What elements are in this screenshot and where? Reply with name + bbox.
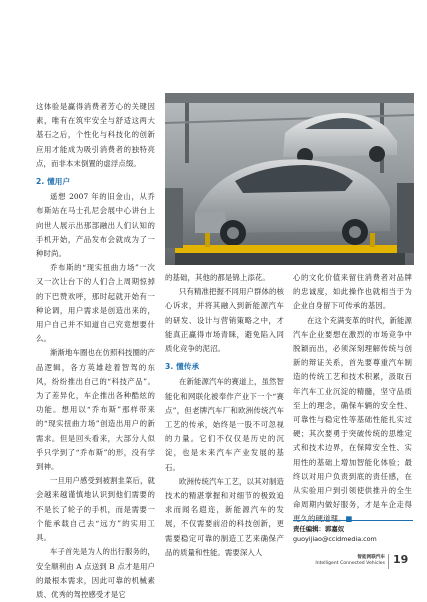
end-mark-icon: ■ <box>345 514 353 524</box>
text-column-3 <box>293 271 412 527</box>
paragraph: 心的文化价值来留住消费者对品牌的忠诚度，如此操作也就相当于为企业自身留下可传承的基因。 <box>293 273 412 311</box>
magazine-name <box>315 555 385 568</box>
paragraph: 只有精准把握不同用户群体的核心诉求，并将其融入到新能源汽车的研发、设计与营销策略之中，才能真正赢得市场青睐，避免陷入同质化竞争的泥沼。 <box>165 287 284 354</box>
car-factory-photo <box>165 93 414 265</box>
magazine-name-en: Intelligent Connected Vehicles <box>315 561 385 567</box>
text-column-1 <box>36 100 155 602</box>
paragraph: 一旦用户感受到被割韭菜后，就会越来越谨慎地认识到他们需要的不是长了轮子的手机，而是需要一个能承载自己去“远方”的实用工具。 <box>36 476 155 543</box>
paragraph: 欧洲传统汽车工艺，以其对制造技术的精湛掌握和对细节的极致追求而闻名遐迩，新能源汽车的发展，不仅需要前沿的科技创新，更需要稳定可靠的制造工艺来确保产品的质量和性能。需要深入人 <box>165 476 284 557</box>
paragraph: 在新能源汽车的赛道上，虽然智能化和网联化被奉作产业下一个“赛点”，但老牌汽车厂和欧洲传统汽车工艺的传承，始终是一股不可忽视的力量。它们不仅仅是历史的沉淀，也是未来汽车产业发展的基石。 <box>165 377 284 472</box>
editor-email[interactable]: guoyijiao@ccidmedia.com <box>293 535 377 543</box>
paragraph: 的基础，其他的都是锦上添花。 <box>165 273 270 282</box>
page-footer <box>0 553 427 579</box>
section-heading-understand-users: 2. 懂用户 <box>36 177 71 187</box>
editor-label: 责任编辑：郭嘉奴 <box>293 525 345 533</box>
paragraph: 这体验是赢得消费者芳心的关键因素，唯有在筑牢安全与舒适这两大基石之后，个性化与科技化的创新应用才能成为吸引消费者的独特亮点，而非本末倒置的虚浮点缀。 <box>36 102 155 168</box>
paragraph-text: 在这个充满变革的时代，新能源汽车企业要想在激烈的市场竞争中脱颖而出，必须深刻理解传统与创新的辩证关系，首先要尊重汽车制造的传统工艺和技术积累，汲取百年汽车工业沉淀的精髓，坚守品质至上的理念，确保车辆的安全性、可靠性与稳定性等基础性能扎实过硬；其次要勇于突破传统的思维定式和技术边界，在保障安全性、实用性的基础上增加智能化体验；最终以对用户负责到底的责任感，在从实验用户到引领使供推升的全生命周期内做好服务，才是车企走得更久的硬道理。 <box>293 315 412 524</box>
paragraph: 车子首先是为人的出行服务的，安全顺利由 A 点送到 B 点才是用户的最根本需求，因此可靠的机械素质、优秀的驾控感受才是它 <box>36 547 155 599</box>
text-column-2 <box>165 271 284 560</box>
paragraph: 乔布斯的“现实扭曲力场”一次又一次让台下的人们合上周期惊掉的下巴赞欢呼，那时起就开始有一种论调，用户需求是创造出来的，用户自己并不知道自己究竟想要什么。 <box>36 263 155 344</box>
paragraph: 渐渐地车圈也在仿照科技圈的产品逻辑，各方英雄趁着智驾的东风，纷纷推出自己的“科技产品”。为了差异化，车企推出各种酷炫的功能。想用以“乔布斯”那样带来的“现实扭曲力场”创造出用户的新需求。但是回头看来，大部分人似乎只学到了“乔布斯”的形，没有学到神。 <box>36 348 155 472</box>
paragraph <box>293 314 412 527</box>
page-number: 19 <box>393 553 409 566</box>
paragraph: 遥想 2007 年的旧金山，从乔布斯站在马士孔尼会展中心讲台上向世人展示出那部融出人们认知的手机开始，产品发布会就成为了一种时尚。 <box>36 192 155 259</box>
section-heading-understand-heritage: 3. 懂传承 <box>165 362 200 372</box>
editor-divider <box>293 520 413 521</box>
editor-credit <box>293 520 413 544</box>
footer-divider <box>388 554 389 569</box>
magazine-name-cn: 智能网联汽车 <box>357 555 385 560</box>
